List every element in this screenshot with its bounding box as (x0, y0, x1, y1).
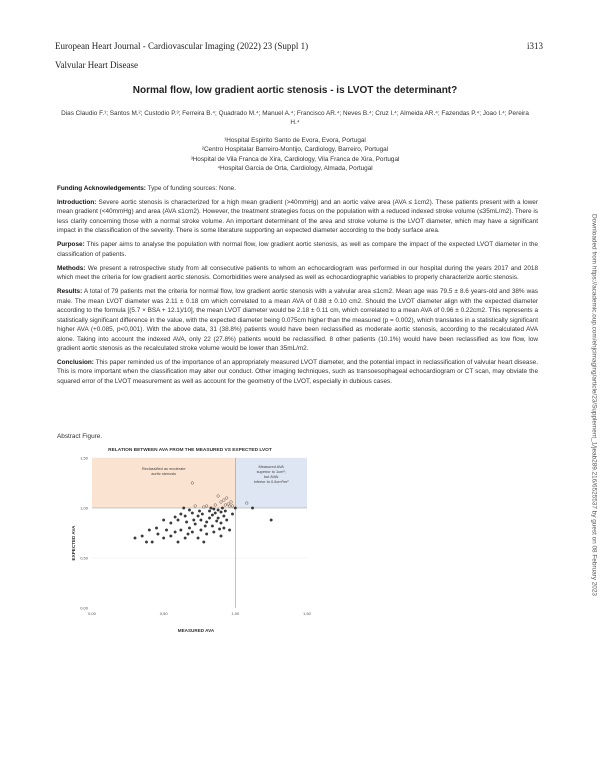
methods-paragraph (57, 264, 538, 283)
authors: Dias Claudio F.¹; Santos M.²; Custodio P.³; Ferreira B.⁴; Quadrado M.⁴; Manuel A.⁴; Francisco AR.⁴; Neves B.⁴; Cruz I.⁴; Almeida AR.⁴; Fazendas P.⁴; Joao I.⁴; Pereira H.⁴ (61, 110, 529, 127)
data-point (197, 515, 200, 518)
annotation-avai-line3: but AVAi (263, 474, 279, 479)
data-point (177, 519, 180, 522)
introduction-text: Severe aortic stenosis is characterized for a high mean gradient (>40mmHg) and an aortic valve area (AVA ≤ 1cm2). These patients present with a lower mean gradient (<40mmHg) and area (AVA ≤1cm2). However, the treatment strategies focus on the population with a reduced indexed stroke volume (≤35mL/m2). There is less clarity concerning those with a normal stroke volume. An important determinant of the area and stroke volume is the LVOT diameter, which may have a significant impact in the classification of the severity. There is some literature supporting an expected diameter according to the body surface area. (57, 198, 538, 235)
y-tick-label: 0,50 (80, 555, 88, 561)
data-point (185, 521, 188, 524)
data-point (180, 529, 183, 532)
purpose-text: This paper aims to analyse the population with normal flow, low gradient aortic stenosis, as well as compare the impact of the expected LVOT diameter in the classification of patients. (57, 241, 538, 258)
data-point (204, 525, 207, 528)
scatter-chart (62, 443, 312, 638)
introduction-label: Introduction: (57, 198, 97, 206)
methods-label: Methods: (57, 264, 86, 272)
results-text: A total of 79 patients met the criteria for normal flow, low gradient aortic stenosis with a valvular area ≤1cm2. Mean age was 79.5 ± 8.6 years-old and 38% was male. The mean LVOT diameter was 2.11 ± 0.18 cm which correlated to a mean AVA of 0.88 ± 0.10 cm2. Should the LVOT diameter align with the expected diameter according to the formula [(5.7 × BSA + 12.1)/10], the mean LVOT diameter would be 2.18 ± 0.11 cm, which correlated to a mean AVA of 0.96 ± 0.22cm2. This represents a statistically significant difference in the value, with the expected diameter being 0.075cm higher than the measured (p = 0.002), which translates in a statistically significant higher AVA (+0.085, p<0,001). With the above data, 31 (38.8%) patients would have been reclassified as moderate aortic stenosis, according to the recalculated AVA alone. Taking into account the indexed AVA, only 22 (27.8%) patients would be reclassified. 8 other patients (10.1%) would have been reclassified as low flow, low gradient aortic stenosis as the recalculated stroke volume would be lower than 35mL/m2. (57, 288, 538, 353)
purpose-paragraph (57, 240, 538, 259)
funding-text: Type of funding sources: None. (145, 185, 237, 192)
data-point (165, 529, 168, 532)
data-point (220, 535, 223, 538)
conclusion-label: Conclusion: (57, 359, 94, 366)
data-point (162, 537, 165, 540)
data-point (225, 519, 228, 522)
funding-paragraph (57, 184, 538, 193)
data-point (208, 510, 211, 513)
data-point (210, 507, 213, 510)
affiliations (55, 136, 535, 173)
conclusion-paragraph (57, 358, 538, 386)
data-point (211, 514, 214, 517)
affiliation-2: ²Centro Hospitalar Barreiro-Montijo, Cardiology, Barreiro, Portugal (201, 146, 389, 154)
abstract-body (57, 184, 538, 391)
data-point (134, 537, 137, 540)
page-number: i313 (526, 41, 543, 51)
results-label: Results: (57, 288, 83, 296)
data-point (220, 522, 223, 525)
data-point (200, 529, 203, 532)
data-point (270, 519, 273, 522)
data-point (213, 531, 216, 534)
data-point (218, 528, 221, 531)
data-point (151, 541, 154, 544)
data-point (220, 511, 223, 514)
annotation-avai-line1: Measured AVA (258, 464, 284, 469)
x-axis-label: MEASURED AVA (177, 628, 215, 633)
data-point (221, 507, 224, 510)
data-point (213, 508, 216, 511)
data-point (192, 519, 195, 522)
data-point (170, 522, 173, 525)
data-point (157, 533, 160, 536)
data-point (251, 507, 254, 510)
annotation-avai-line4: inferior to 0.6cm²/m² (253, 479, 289, 484)
chart-title: RELATION BETWEEN AVA FROM THE MEASURED VS EXPECTED LVOT (108, 448, 272, 453)
journal-header: European Heart Journal - Cardiovascular Imaging (2022) 23 (Suppl 1) (55, 41, 309, 51)
data-point (223, 515, 226, 518)
data-point (188, 509, 191, 512)
affiliation-3: ³Hospital de Vila Franca de Xira, Cardiology, Vila Franca de Xira, Portugal (190, 155, 400, 163)
x-tick-label: 0,50 (159, 611, 168, 616)
data-point (205, 521, 208, 524)
y-tick-label: 1,50 (80, 455, 88, 461)
purpose-label: Purpose: (57, 241, 85, 249)
data-point (228, 529, 231, 532)
results-paragraph (57, 287, 538, 353)
data-point (203, 541, 206, 544)
introduction-paragraph (57, 198, 538, 236)
data-point (191, 512, 194, 515)
data-point (201, 513, 204, 516)
data-point (231, 513, 234, 516)
y-axis-label: EXPECTED AVA (71, 525, 76, 561)
data-point (145, 541, 148, 544)
x-tick-label: 1,00 (231, 611, 240, 616)
annotation-reclassified-line2: aortic stenosis (151, 471, 177, 476)
data-point (174, 516, 177, 519)
funding-label: Funding Acknowledgements: (57, 185, 146, 192)
conclusion-text: This paper reminded us of the importance of an appropriately measured LVOT diameter, and the potential impact in reclassification of valvular heart disease. This is more important when the classification may alter our conduct. Other imaging techniques, such as transoesophageal echocardiogram or CT scan, may obviate the squared error of the LVOT measurement as well as account for the geometry of the LVOT, especially in dubious cases. (57, 359, 538, 385)
data-point (182, 507, 185, 510)
download-watermark-text: Downloaded from https://academic.oup.com/ehjcimaging/article/23/Supplement_1/jeab289.216/6525537 by guest on 08 February 2023 (590, 214, 598, 596)
y-tick-label: 0,00 (80, 605, 88, 611)
x-tick-label: 1,50 (303, 611, 311, 616)
abstract-figure-label: Abstract Figure. (57, 433, 103, 440)
data-point (148, 529, 151, 532)
download-watermark (588, 165, 600, 645)
article-title: Normal flow, low gradient aortic stenosis - is LVOT the determinant? (132, 85, 458, 96)
annotation-reclassified-line1: Reclassified as moderate (141, 466, 186, 471)
data-point (184, 537, 187, 540)
data-point (197, 537, 200, 540)
data-point (200, 519, 203, 522)
data-point (224, 510, 227, 513)
data-point (208, 517, 211, 520)
affiliation-4: ⁴Hospital Garcia de Orta, Cardiology, Almada, Portugal (217, 164, 373, 172)
data-point (198, 510, 201, 513)
data-point (180, 513, 183, 516)
section-title: Valvular Heart Disease (55, 60, 138, 70)
data-point (177, 541, 180, 544)
data-point (155, 527, 158, 530)
x-tick-label: 0,00 (88, 611, 96, 616)
data-point (194, 523, 197, 526)
y-tick-label: 1,00 (80, 505, 88, 511)
data-point (170, 535, 173, 538)
data-point (188, 527, 191, 530)
methods-text: We present a retrospective study from all consecutive patients to whom an echocardiogram was performed in our hospital during the years 2017 and 2018 which meet the criteria for low gradient aortic stenosis. Comorbidities were analysed as well as echocardiographic variables to properly characterize aortic stenosis. (57, 264, 538, 282)
data-point (214, 512, 217, 515)
data-point (217, 509, 220, 512)
data-point (184, 515, 187, 518)
data-point (187, 533, 190, 536)
affiliation-1: ¹Hospital Espirito Santo de Evora, Evora, Portugal (224, 137, 366, 144)
data-point (141, 535, 144, 538)
data-point (217, 517, 220, 520)
data-point (162, 519, 165, 522)
data-point (205, 533, 208, 536)
data-point (174, 531, 177, 534)
data-point (234, 507, 237, 510)
data-point (191, 531, 194, 534)
annotation-avai-line2: superior to 1cm²; (256, 469, 286, 474)
data-point (215, 520, 218, 523)
data-point (223, 527, 226, 530)
data-point (211, 525, 214, 528)
